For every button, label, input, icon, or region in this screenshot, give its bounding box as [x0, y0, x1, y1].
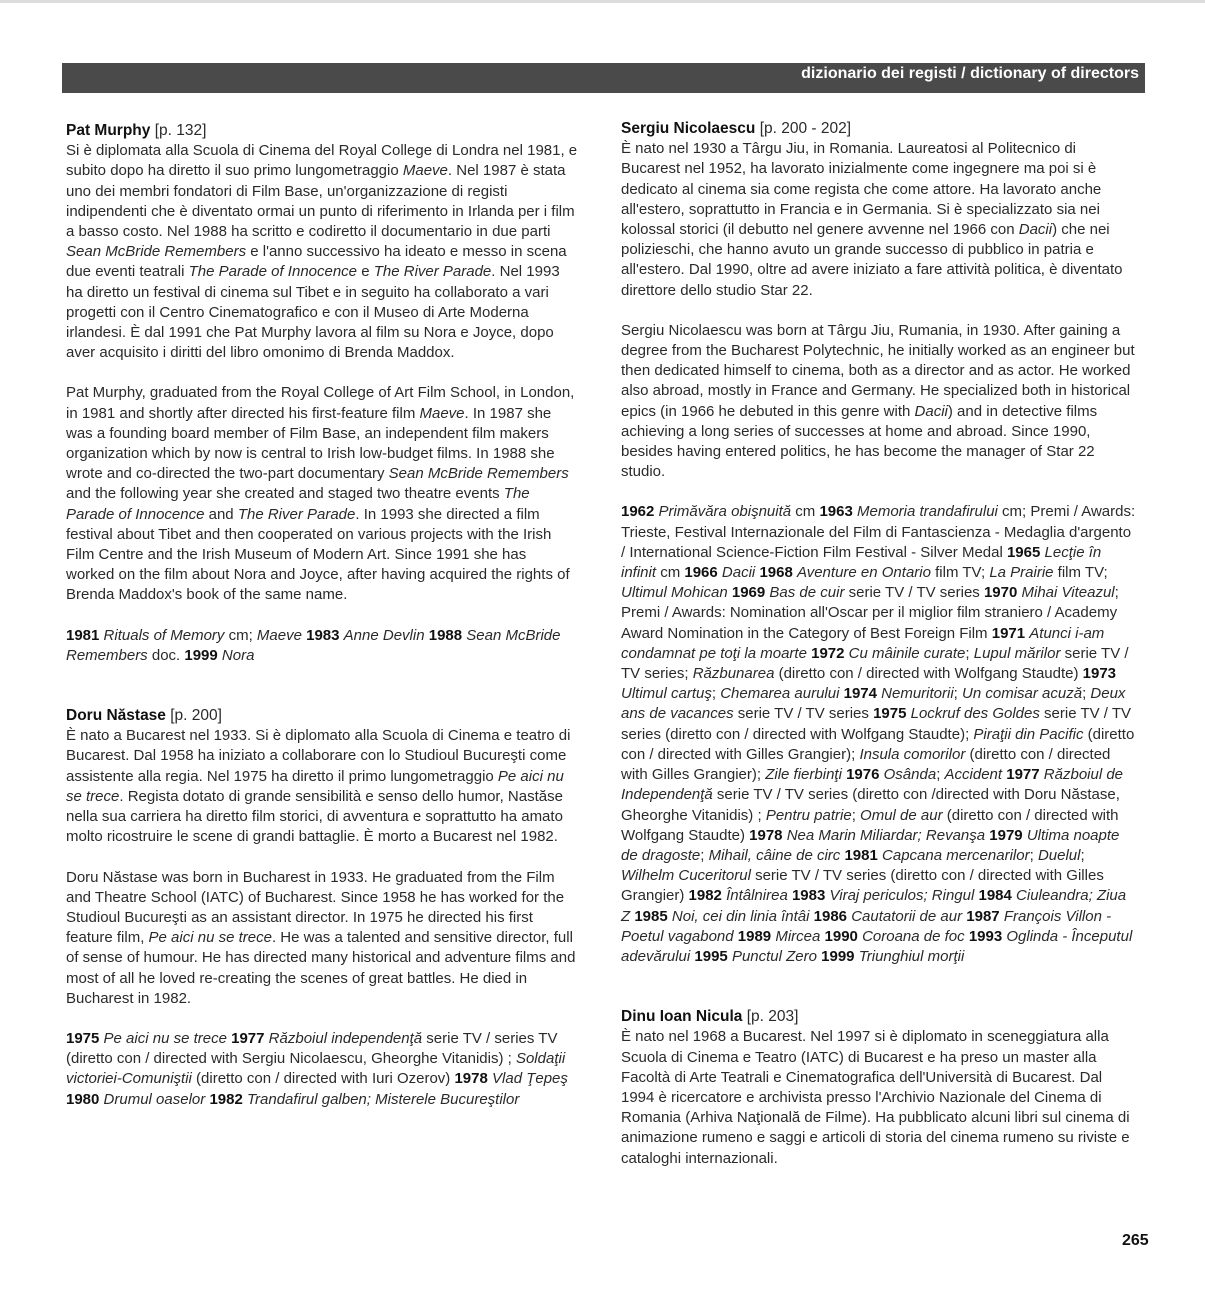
text-run: ; [936, 766, 945, 784]
left-column [66, 121, 578, 1110]
entry-pat-murphy [66, 121, 578, 666]
film-title: Omul de aur [860, 806, 943, 824]
entry-doru-nastase [66, 706, 578, 1110]
film-title: Punctul Zero [731, 947, 817, 965]
film-title: Pe aici nu se trece [148, 929, 272, 947]
text-run: . In 1993 she directed a film festival about Tibet and then cooperated on various projects with the Irish Film Centre and the Irish Museum of Modern Art. Since 1991 she has worked on the film about Nora and Joyce, after having acquired the rights of Brenda Maddox's book of the same name. [66, 505, 570, 604]
film-year: 1981 [844, 846, 878, 864]
film-year: 1985 [634, 907, 668, 925]
film-title: Lupul mărilor [973, 644, 1061, 662]
film-year: 1975 [66, 1029, 100, 1047]
filmography [66, 626, 578, 666]
film-year: 1999 [821, 947, 855, 965]
film-year: 1984 [978, 887, 1012, 905]
section-header-band [62, 63, 1145, 93]
text-run: ) che nei polizieschi, che hanno avuto un grande successo di pubblico in patria e all'estero. Dal 1990, oltre ad avere iniziato a fare attività politica, è diventato direttore dello studio Star 22. [621, 221, 1123, 299]
page-reference: [p. 203] [746, 1008, 799, 1026]
film-year: 1963 [819, 503, 853, 521]
film-title: Nea Marin Miliardar; Revanşa [786, 826, 986, 844]
text-run: ; [711, 685, 721, 703]
bio-english [66, 868, 578, 1009]
text-run: . Regista dotato di grande sensibilità e senso dello humor, Nastăse nella sua carriera ha diretto film storici, di avventura e soprattutto ha amato molto ricostruire le scene di grandi battaglie. È morto a Bucarest nel 1982. [66, 787, 563, 846]
text-run: ; [953, 685, 963, 703]
film-title: Trandafirul galben; Misterele Bucureştilor [246, 1090, 520, 1108]
film-title: Viraj periculos; Ringul [829, 887, 975, 905]
film-title: Capcana mercenarilor [882, 846, 1030, 864]
entry-dinu-ioan-nicula [621, 1007, 1136, 1169]
film-title: Pe aici nu se trece [66, 767, 564, 805]
film-title: Osânda [883, 766, 937, 784]
film-title: Ultimul Mohican [621, 584, 728, 602]
film-title: The Parade of Innocence [188, 263, 358, 281]
film-year: 1971 [991, 624, 1026, 642]
film-title: Triunghiul morţii [858, 947, 965, 965]
film-year: 1993 [968, 927, 1003, 945]
film-title: Rituals of Memory [103, 626, 225, 644]
film-title: Aventure en Ontario [796, 564, 931, 582]
film-year: 1982 [209, 1090, 243, 1108]
text-run: . Nel 1993 ha diretto un festival di cinema sul Tibet e in seguito ha collaborato a vari progetti con il Centro Cinematografico e con il Museo di Arte Moderna irlandesi. È dal 1991 che Pat Murphy lavora al film su Nora e Joyce, dopo aver acquisito i diritti del libro omonimo di Brenda Maddox. [66, 263, 560, 362]
film-year: 1970 [983, 584, 1018, 602]
text-run: and the following year she created and staged two theatre events [66, 485, 504, 503]
film-year: 1989 [737, 927, 772, 945]
film-year: 1977 [231, 1029, 265, 1047]
page-reference: [p. 200 - 202] [759, 120, 852, 137]
film-title: Noi, cei din linia întâi [671, 907, 810, 925]
film-title: Lecţie în infinit [621, 543, 1102, 582]
filmography [66, 1029, 578, 1110]
text-run: . Nel 1987 è stata uno dei membri fondatori di Film Base, un'organizzazione di registi indipendenti che è diventato ormai un punto di riferimento in Irlanda per i film a basso costo. Nel 1988 ha scritto e codiretto il documentario in due parti [66, 162, 575, 241]
film-title: Dacii [1018, 221, 1053, 239]
text-run: serie TV / series TV (diretto con / directed with Sergiu Nicolaescu, Gheorghe Vitanidis) ; [66, 1029, 558, 1068]
film-title: Lockruf des Goldes [910, 705, 1040, 723]
entry-heading [66, 706, 578, 726]
director-name: Doru Năstase [66, 707, 166, 725]
film-title: Războiul independenţă [268, 1029, 423, 1047]
film-title: Accident [944, 766, 1003, 784]
text-run: e [357, 263, 374, 281]
film-title: Duelul [1037, 846, 1081, 864]
film-year: 1986 [813, 907, 848, 925]
film-year: 1976 [846, 766, 880, 784]
film-year: 1966 [684, 564, 718, 582]
film-title: Wilhelm Cuceritorul [621, 867, 751, 885]
film-year: 1990 [824, 927, 858, 945]
film-title: Pentru patrie [765, 806, 852, 824]
text-run: ) and in detective films achieving a long series of successes at home and abroad. Since 1990, besides having entered politics, he has become the manager of Star 22 studio. [621, 402, 1098, 481]
film-title: Oglinda - Începutul adevărului [621, 927, 1133, 965]
film-title: Piraţii din Pacific [973, 725, 1084, 743]
film-title: Drumul oaselor [103, 1090, 206, 1108]
film-title: Un comisar acuză [962, 685, 1083, 703]
text-run: film TV; [930, 564, 990, 582]
film-year: 1968 [759, 564, 793, 582]
film-year: 1979 [989, 826, 1023, 844]
film-year: 1988 [428, 626, 463, 644]
film-year: 1987 [966, 907, 1000, 925]
film-title: Mircea [775, 927, 821, 945]
film-title: La Prairie [989, 564, 1054, 582]
text-run: ; [1029, 846, 1038, 864]
film-year: 1995 [694, 947, 728, 965]
film-title: Sean McBride Remembers [388, 465, 569, 483]
text-run: Si è diplomata alla Scuola di Cinema del Royal College di Londra nel 1981, e subito dopo ha diretto il suo primo lungometraggio [66, 142, 578, 180]
film-title: Memoria trandafirului [857, 503, 998, 521]
text-run: serie TV / TV series (diretto con / directed with Wolfgang Staudte); [621, 705, 1132, 743]
text-run: (diretto con / directed with Gilles Grangier); [621, 725, 1135, 763]
film-year: 1972 [811, 644, 845, 662]
film-year: 1983 [791, 887, 826, 905]
film-title: Bas de cuir [769, 584, 845, 602]
text-run: È nato nel 1930 a Târgu Jiu, in Romania. Laureatosi al Politecnico di Bucarest nel 1952, ha lavorato inizialmente come ingegnere ma poi si è dedicato al cinema sia come regista che come attore. Ha lavorato anche all'estero, soprattutto in Francia e in Germania. Si è specializzato sia nei kolossal storici (il debutto nel genere avvenne nel 1966 con [621, 140, 1102, 239]
film-year: 1974 [843, 685, 877, 703]
film-title: Vlad Ţepeş [492, 1070, 568, 1088]
text-run: . In 1987 she was a founding board member of Film Base, an independent film makers organization which by now is central to Irish low-budget films. In 1988 she wrote and co-directed the two-part documentary [66, 404, 555, 483]
text-run: cm; Premi / Awards: Trieste, Festival Internazionale del Film di Fantascienza - Medaglia d'argento / International Science-Fiction Film Festival - Silver Medal [621, 503, 1136, 561]
director-name: Sergiu Nicolaescu [621, 120, 756, 137]
text-run: Doru Năstase was born in Bucharest in 1933. He graduated from the Film and Theatre School (IATC) of Bucharest. Since 1958 he has worked for the Studioul Bucureşti as an assistant director. In 1975 he directed his first feature film, [66, 868, 565, 947]
film-title: Războiul de Independenţă [621, 766, 1124, 804]
text-run: (diretto con / directed with Wolfgang Staudte) [621, 806, 1119, 844]
text-run: Pat Murphy, graduated from the Royal College of Art Film School, in London, in 1981 and shortly after directed his first-feature film [66, 384, 575, 422]
text-run: È nato a Bucarest nel 1933. Si è diplomato alla Scuola di Cinema e teatro di Bucarest. Dal 1958 ha iniziato a collaborare con lo Studioul Bucureşti come assistente alla regia. Nel 1975 ha diretto il primo lungometraggio [66, 727, 571, 785]
film-title: Pe aici nu se trece [103, 1029, 227, 1047]
text-run: film TV; [1053, 564, 1108, 582]
film-year: 1969 [731, 584, 766, 602]
page-reference: [p. 200] [170, 707, 222, 725]
bio-english [66, 383, 578, 605]
film-title: Maeve [402, 162, 448, 180]
film-title: Deux ans de vacances [621, 685, 1126, 723]
film-year: 1999 [184, 646, 218, 664]
bio-italian [621, 139, 1136, 301]
bio-italian [66, 726, 578, 847]
top-rule [0, 0, 1205, 3]
entry-heading [66, 121, 578, 141]
film-title: Insula comorilor [859, 745, 966, 763]
film-year: 1978 [454, 1070, 488, 1088]
text-run: cm; [224, 626, 257, 644]
film-title: Soldaţii victoriei-Comuniştii [66, 1050, 566, 1088]
text-run: serie TV / TV series [844, 584, 984, 602]
film-title: Maeve [419, 404, 465, 422]
bio-italian [66, 141, 578, 363]
film-year: 1965 [1006, 543, 1041, 561]
text-run: ; [700, 846, 709, 864]
film-year: 1978 [749, 826, 783, 844]
text-run: (diretto con / directed with Gilles Grangier); [621, 745, 1111, 784]
entry-heading [621, 119, 1136, 139]
entry-sergiu-nicolaescu [621, 119, 1136, 967]
text-run: serie TV / TV series (diretto con /directed with Doru Năstase, Gheorghe Vitanidis) ; [621, 786, 1120, 824]
film-title: The River Parade [373, 263, 492, 281]
director-name: Pat Murphy [66, 122, 151, 139]
text-run: ; [965, 644, 974, 662]
film-title: Nemuritorii [881, 685, 954, 703]
film-title: The Parade of Innocence [66, 485, 530, 523]
film-title: Anne Devlin [343, 626, 425, 644]
text-run: (diretto con / directed with Wolfgang Staudte) [774, 665, 1083, 683]
film-year: 1973 [1082, 665, 1117, 683]
entry-heading [621, 1007, 1136, 1027]
film-title: Răzbunarea [692, 665, 775, 683]
film-title: Dacii [721, 564, 756, 582]
film-title: Maeve [256, 626, 302, 644]
film-title: Ultima noapte de dragoste [621, 826, 1120, 864]
film-title: Primăvăra obişnuită [658, 503, 792, 521]
text-run: (diretto con / directed with Iuri Ozerov) [191, 1070, 455, 1088]
director-name: Dinu Ioan Nicula [621, 1008, 743, 1026]
section-header-title: dizionario dei registi / dictionary of directors [801, 65, 1139, 82]
text-run: e l'anno successivo ha ideato e messo in scena due eventi teatrali [66, 243, 567, 281]
page-number: 265 [1122, 1232, 1149, 1249]
text-run: and [204, 505, 238, 523]
text-run: serie TV / TV series [733, 705, 874, 723]
film-title: Ultimul cartuş [621, 685, 712, 703]
text-run: È nato nel 1968 a Bucarest. Nel 1997 si è diplomato in sceneggiatura alla Scuola di Cinema e Teatro (IATC) di Bucarest e ha preso un master alla Facoltà di Arte Teatrali e Cinematografica dell'Università di Bucarest. Dal 1994 è ricercatore e archivista presso l'Archivio Nazionale del Cinema di Romania (Arhiva Naţională de Filme). Ha pubblicato alcuni libri sul cinema di animazione rumeno e saggi e articoli di storia del cinema rumeno su riviste e cataloghi internazionali. [621, 1028, 1130, 1167]
film-year: 1977 [1006, 766, 1040, 784]
right-column [621, 119, 1136, 1169]
film-title: Sean McBride Remembers [66, 243, 247, 261]
text-run: Sergiu Nicolaescu was born at Târgu Jiu, Rumania, in 1930. After gaining a degree from the Bucharest Polytechnic, he initially worked as an engineer but then dedicated himself to cinema, both as a director and as actor. He worked also abroad, mostly in France and Germany. He specialized both in historical epics (in 1966 he debuted in this genre with [621, 321, 1135, 420]
text-run: . He was a talented and sensitive director, full of sense of humour. He has directed many historical and adventure films and most of all he loved re-creating the scenes of great battles. He died in Bucharest in 1982. [66, 929, 576, 1007]
film-title: Cu mâinile curate [848, 644, 966, 662]
film-title: François Villon - Poetul vagabond [621, 907, 1112, 945]
film-title: Cautatorii de aur [851, 907, 963, 925]
film-title: Coroana de foc [862, 927, 965, 945]
film-title: Nora [221, 646, 255, 664]
text-run: serie TV / TV series; [621, 644, 1129, 683]
film-title: Mihai Viteazul [1021, 584, 1115, 602]
film-year: 1982 [688, 887, 722, 905]
film-title: Dacii [914, 402, 948, 420]
film-year: 1980 [66, 1090, 100, 1108]
film-title: The River Parade [237, 505, 356, 523]
text-run: ; [1082, 685, 1091, 703]
film-title: Întâlnirea [726, 887, 788, 905]
text-run: serie TV / TV series (diretto con / directed with Gilles Grangier) [621, 867, 1104, 905]
bio-english [621, 321, 1136, 483]
text-run: ; [1080, 846, 1085, 864]
film-title: Sean McBride Remembers [66, 626, 561, 664]
filmography [621, 502, 1136, 967]
film-title: Atunci i-am condamnat pe toţi la moarte [621, 624, 1105, 662]
film-title: Zile fierbinţi [765, 766, 842, 784]
text-run: doc. [147, 646, 185, 664]
film-title: Ciuleandra; Ziua Z [621, 887, 1127, 925]
film-year: 1983 [306, 626, 340, 644]
text-run: cm [791, 503, 820, 521]
text-run: ; Premi / Awards: Nomination all'Oscar per il miglior film straniero / Academy Award Nomination in the Category of Best Foreign Film [621, 584, 1119, 642]
film-year: 1962 [621, 503, 655, 521]
film-year: 1981 [66, 626, 100, 644]
film-year: 1975 [873, 705, 907, 723]
text-run: ; [851, 806, 861, 824]
text-run: cm [656, 564, 685, 582]
film-title: Mihail, câine de circ [708, 846, 841, 864]
bio-italian [621, 1027, 1136, 1168]
film-title: Chemarea aurului [720, 685, 840, 703]
page-reference: [p. 132] [154, 122, 207, 139]
